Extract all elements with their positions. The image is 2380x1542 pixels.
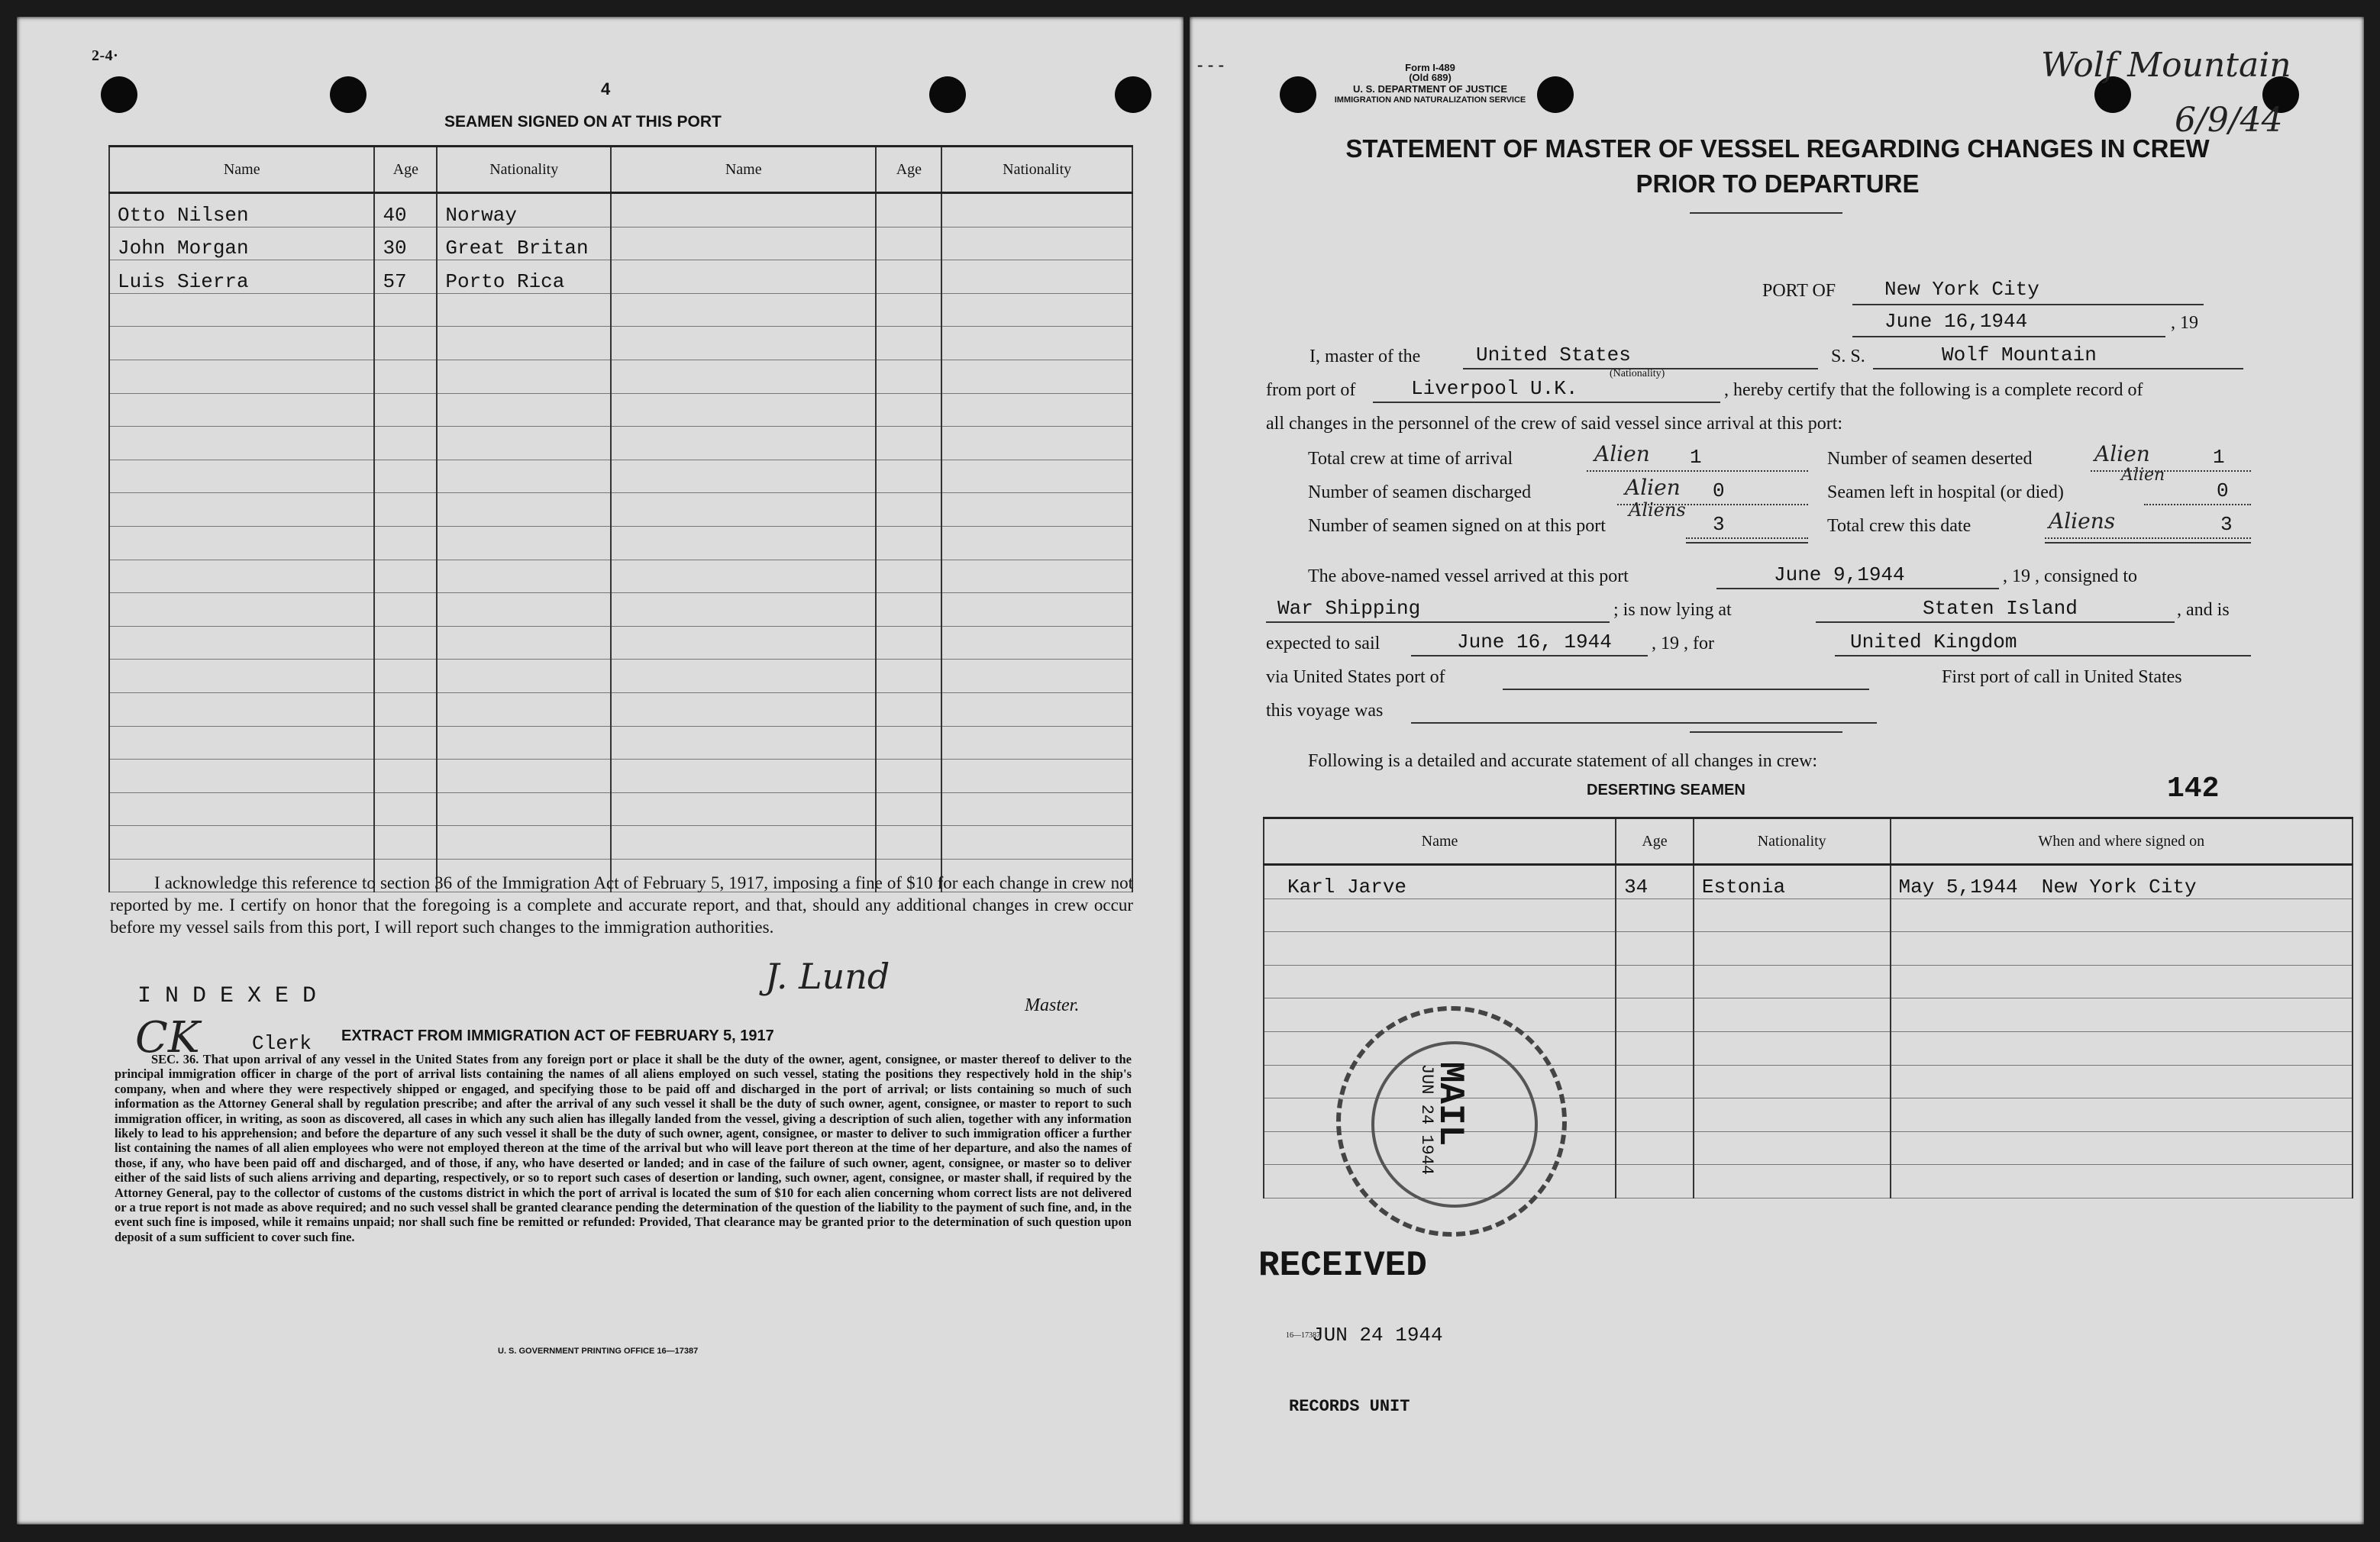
seaman-name: Otto Nilsen: [109, 193, 374, 227]
total-crew-label: Total crew at time of arrival: [1308, 449, 1513, 469]
voyage-label: this voyage was: [1266, 701, 1384, 721]
column-header: Nationality: [1694, 818, 1891, 865]
table-row-empty: [109, 360, 1132, 393]
corner-mark: 2-4·: [92, 47, 119, 64]
lying-label: ; is now lying at: [1613, 600, 1732, 620]
port-value: New York City: [1884, 278, 2039, 301]
table-row: [1264, 865, 2353, 899]
form-number-block: [1346, 63, 1514, 82]
table-row-empty: [109, 692, 1132, 726]
table-row-empty: [109, 526, 1132, 560]
form-title-line2: PRIOR TO DEPARTURE: [1636, 169, 1920, 198]
seaman-age: 30: [374, 227, 437, 260]
received-stamp: RECEIVED: [1258, 1246, 1427, 1286]
from-port-label: from port of: [1266, 380, 1356, 400]
deserted-value: 1: [2213, 446, 2225, 469]
table-row-empty: [109, 792, 1132, 826]
table-row-empty: [109, 493, 1132, 527]
hospital-label: Seamen left in hospital (or died): [1827, 482, 2064, 502]
page-number: 4: [601, 79, 611, 98]
agency-block: [1270, 84, 1590, 105]
first-port-label: First port of call in United States: [1942, 667, 2182, 687]
seaman-nationality: Great Britan: [437, 227, 611, 260]
clerk-initials: CK: [135, 1013, 200, 1063]
certify-text-2: all changes in the personnel of the crew of said vessel since arrival at this port:: [1266, 414, 1843, 434]
table-row-empty: [1264, 932, 2353, 966]
table-row-empty: [109, 460, 1132, 493]
table-row: [109, 260, 1132, 294]
table-row-empty: [109, 327, 1132, 360]
left-page: [17, 17, 1184, 1524]
deserting-heading: DESERTING SEAMEN: [1587, 782, 1745, 798]
mail-stamp-text: MAIL: [1430, 1061, 1471, 1147]
total-date-note: Aliens: [2049, 508, 2116, 534]
nationality-caption: (Nationality): [1610, 368, 1665, 379]
signed-on-label: Number of seamen signed on at this port: [1308, 516, 1606, 536]
punch-hole: [929, 76, 966, 113]
table-row-empty: [109, 560, 1132, 593]
master-of-label: I, master of the: [1309, 347, 1421, 366]
expected-label: expected to sail: [1266, 634, 1381, 653]
extract-heading: EXTRACT FROM IMMIGRATION ACT OF FEBRUARY 5, 1917: [341, 1027, 774, 1044]
certify-text: , hereby certify that the following is a complete record of: [1724, 380, 2143, 400]
form-old-number: (Old 689): [1409, 72, 1452, 83]
consigned-label: , 19 , consigned to: [2003, 566, 2137, 586]
deserter-age: 34: [1616, 865, 1694, 899]
deserter-name: Karl Jarve: [1264, 865, 1616, 899]
column-header: Age: [374, 147, 437, 193]
for-label: , 19 , for: [1652, 634, 1714, 653]
department: U. S. DEPARTMENT OF JUSTICE: [1353, 83, 1507, 95]
destination: United Kingdom: [1850, 631, 2017, 653]
deserter-nationality: Estonia: [1694, 865, 1891, 899]
column-header: When and where signed on: [1891, 818, 2353, 865]
table-row-empty: [1264, 898, 2353, 932]
discharged-value: 0: [1713, 479, 1725, 502]
table-row-empty: [109, 726, 1132, 760]
table-header-row: [1264, 818, 2353, 865]
via-label: via United States port of: [1266, 667, 1445, 687]
service: IMMIGRATION AND NATURALIZATION SERVICE: [1334, 95, 1526, 105]
date-value: June 16,1944: [1884, 310, 2028, 333]
table-row-empty: [109, 660, 1132, 693]
column-header: Nationality: [941, 147, 1132, 193]
port-label: PORT OF: [1762, 281, 1836, 301]
arrived-label: The above-named vessel arrived at this port: [1308, 566, 1629, 586]
discharged-note: Alien: [1625, 475, 1681, 500]
handwritten-date: 6/9/44: [2175, 101, 2283, 140]
seaman-age: 57: [374, 260, 437, 294]
vessel-name: Wolf Mountain: [1942, 344, 2097, 366]
column-header: Age: [1616, 818, 1694, 865]
hospital-note: Alien: [2121, 466, 2165, 485]
indexed-stamp: INDEXED: [137, 983, 331, 1009]
from-port-value: Liverpool U.K.: [1411, 377, 1578, 400]
table-row-empty: [109, 293, 1132, 327]
clerk-label: Clerk: [252, 1032, 312, 1055]
table-row: [109, 193, 1132, 227]
section-heading: SEAMEN SIGNED ON AT THIS PORT: [444, 113, 722, 131]
deserter-signed-on: May 5,1944 New York City: [1891, 865, 2353, 899]
discharged-label: Number of seamen discharged: [1308, 482, 1532, 502]
corner-mark: - - -: [1197, 55, 1225, 74]
table-row-empty: [109, 826, 1132, 860]
table-row-empty: [109, 593, 1132, 627]
master-label: Master.: [1025, 995, 1080, 1015]
punch-hole: [101, 76, 137, 113]
punch-hole: [1115, 76, 1151, 113]
arrived-value: June 9,1944: [1774, 563, 1905, 586]
ss-label: S. S.: [1831, 347, 1865, 366]
following-label: Following is a detailed and accurate statement of all changes in crew:: [1308, 751, 1818, 771]
and-is-label: , and is: [2177, 600, 2230, 620]
mail-stamp-date: JUN 24 1944: [1417, 1063, 1437, 1176]
total-crew-note: Alien: [1594, 441, 1650, 466]
signed-on-table: [108, 145, 1133, 892]
column-header: Nationality: [437, 147, 611, 193]
printing-office: U. S. GOVERNMENT PRINTING OFFICE 16—17387: [498, 1347, 699, 1356]
right-page: [1190, 17, 2364, 1524]
year-label: , 19: [2171, 313, 2198, 333]
signed-on-value: 3: [1713, 513, 1725, 536]
column-header: Age: [876, 147, 941, 193]
seaman-nationality: Norway: [437, 193, 611, 227]
form-title-line1: STATEMENT OF MASTER OF VESSEL REGARDING CHANGES IN CREW: [1345, 134, 2210, 163]
master-signature: J. Lund: [765, 956, 890, 997]
column-header: Name: [611, 147, 876, 193]
sail-date: June 16, 1944: [1457, 631, 1612, 653]
seaman-nationality: Porto Rica: [437, 260, 611, 294]
table-row-empty: [109, 393, 1132, 427]
deserted-note: Alien: [2094, 441, 2150, 466]
nationality-value: United States: [1476, 344, 1631, 366]
form-number: Form I-489: [1405, 62, 1455, 73]
table-row-empty: [109, 427, 1132, 460]
table-row: [109, 227, 1132, 260]
acknowledgement-text: I acknowledge this reference to section 36 of the Immigration Act of February 5, 1917, imposing a fine of $10 for each change in crew not reported by me. I certify on honor that the foregoing is a complete and accurate report, and that, should any additional changes in crew occur before my vessel sails from this port, I will report such changes to the immigration authorities.: [110, 873, 1133, 937]
mail-stamp: [1336, 1006, 1567, 1237]
lying-value: Staten Island: [1923, 597, 2078, 620]
signed-on-note: Aliens: [1629, 499, 1686, 521]
table-header-row: [109, 147, 1132, 193]
extract-text: SEC. 36. That upon arrival of any vessel in the United States from any foreign port or place it shall be the duty of the owner, agent, consignee, or master thereof to deliver to the principal immigration officer in charge of the port of arrival lists containing the names of all aliens employed on such vessel, stating the positions they respectively hold in the ship's company, when and where they were respectively shipped or engaged, and specifying those to be paid off and discharged in the port of arrival; or lists containing so much of such information as the Attorney General shall by regulation prescribe; and after the arrival of any such vessel it shall be the duty of such owner, agent, consignee, or master to report to such immigration officer, in writing, as soon as discovered, all cases in which any such alien has illegally landed from the vessel, giving a description of such alien, together with any information likely to lead to his apprehension; and before the departure of any such vessel it shall be the duty of such owner, agent, consignee, or master to deliver to such immigration officer a further list containing the names of all alien employees who were not employed thereon at the time of the arrival but who will leave port thereon at the time of her departure, and also the names of those, if any, who have been paid off and discharged, and of those, if any, who have deserted or landed; and in case of the failure of such owner, agent, consignee, or master so to deliver either of the said lists of such aliens arriving and departing, respectively, or so to report such cases of desertion or landing, such owner, agent, consignee, or master shall, if required by the Attorney General, pay to the collector of customs of the customs district in which the port of arrival is located the sum of $10 for each alien concerning whom correct lists are not delivered or a true report is not made as above required; and no such vessel shall be granted clearance pending the determination of the question of the liability to the payment of such fine, and, in the event such fine is imposed, while it remains unpaid; nor shall such fine be remitted or refunded: Provided, That clearance may be granted prior to the determination of such question upon deposit of a sum sufficient to cover such fine.: [115, 1052, 1132, 1244]
total-date-label: Total crew this date: [1827, 516, 1971, 536]
form-title: [1327, 131, 2228, 202]
hospital-value: 0: [2217, 479, 2229, 502]
seaman-name: Luis Sierra: [109, 260, 374, 294]
seaman-name: John Morgan: [109, 227, 374, 260]
total-date-value: 3: [2220, 513, 2233, 536]
total-crew-value: 1: [1690, 446, 1702, 469]
received-date: JUN 24 1944: [1312, 1324, 1443, 1347]
title-rule: [1690, 212, 1842, 214]
handwritten-vessel-note: Wolf Mountain: [2041, 46, 2291, 85]
records-unit-stamp: RECORDS UNIT: [1289, 1397, 1410, 1416]
table-row-empty: [109, 626, 1132, 660]
form-code: 16—17387: [1286, 1331, 1320, 1340]
consignee-value: War Shipping: [1277, 597, 1421, 620]
deserted-label: Number of seamen deserted: [1827, 449, 2033, 469]
stamp-number: 142: [2167, 773, 2220, 805]
table-row-empty: [109, 760, 1132, 793]
punch-hole: [330, 76, 367, 113]
seaman-age: 40: [374, 193, 437, 227]
column-header: Name: [1264, 818, 1616, 865]
table-row-empty: [1264, 965, 2353, 998]
column-header: Name: [109, 147, 374, 193]
